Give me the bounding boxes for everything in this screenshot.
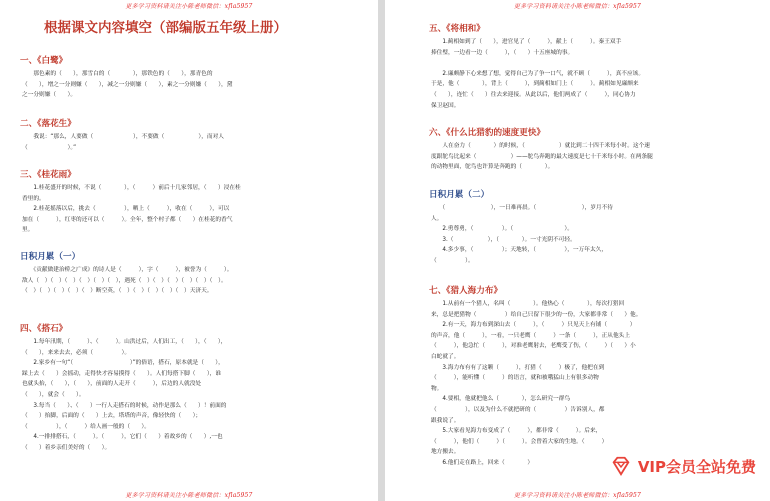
section-body-rijiyuelei-1	[22, 265, 232, 297]
text-line: 2.桂花摇落以后，挑去（ ），晒上（ ），收在（ ），可以	[22, 206, 230, 213]
text-line: 的声音，他（ ），一看，一只老鹰（ ）一条（ ），正从他头上	[431, 332, 631, 339]
text-line: 那色素的（ ），那雪白的（ ），那铁色的（ ），那青色的	[22, 71, 213, 77]
text-line: 跟我说了。	[431, 417, 460, 424]
text-line: 白蛇就了。	[431, 353, 460, 360]
section-heading-rijiyuelei-1: 日积月累（一）	[20, 252, 81, 262]
text-line: （ ），一日难再晨。（ ），岁月不待	[431, 205, 613, 211]
section-heading-hailibu: 七、《猎人海力布》	[429, 286, 503, 296]
text-line: 《贡献做建治桥之广成》的诗人是（ ），字（ ），被誉为（ ）。	[22, 267, 233, 273]
section-heading-bailu: 一、《白鹭》	[20, 56, 68, 66]
text-line: （ ），能听懂（ ）的语言，就和被哦猛山上有很多动物	[431, 375, 599, 382]
text-line: 6.他们走在路上，回来（ ）	[431, 459, 534, 466]
text-line: 地方搬去。	[431, 449, 460, 456]
text-line: 3.海力布有有了这颗（ ），打猎（ ）极了，他把在到	[431, 364, 605, 371]
text-line: 香里的。	[22, 195, 45, 202]
section-body-jiangxianghe	[431, 37, 644, 111]
text-line: （ ）（ ）（ ）（ ）（ ）断空英，（ ）（ ）（ ）（ ）（ ）天济天。	[22, 288, 213, 295]
text-line: 人在奋力（ ）的时候，（ ）就比到二十四千米每小时。这个速	[431, 143, 650, 149]
document-title: 根据课文内容填空（部编版五年级上册）	[44, 20, 287, 36]
text-line: 人。	[431, 215, 443, 222]
text-line: 4.一排排搭石，（ ）。（ ），它们（ ）着故乡的（ ）,一也	[22, 434, 223, 441]
text-line: 的动物里面，鸵鸟也许算是奔跑的（ ）。	[431, 164, 554, 171]
text-line: 3.每当（ ）、（ ）一行人走搭石的时候，动作是那么（ ）！前面的	[22, 402, 227, 409]
left-page	[0, 0, 378, 501]
vip-badge-label: VIP会员全站免费	[637, 457, 756, 476]
text-line: 之一分则嫌（ ）。	[22, 92, 77, 99]
text-line: （ ）。”	[22, 144, 77, 151]
text-line: 也就头抬，（ ），（ ），前面的人走开（ ），后边的人就没处	[22, 381, 202, 388]
text-line: 捧住璧，一边看一边（ ），（ ）十五座城的事。	[431, 49, 574, 56]
section-body-liebao	[431, 141, 653, 173]
text-line: 物。	[431, 385, 443, 392]
watermark-top: 更多学习资料请关注小陈老师微信：xfla5957	[125, 3, 253, 10]
section-heading-luohuasheng: 二、《落花生》	[20, 119, 76, 129]
text-line: （ ），连忙（ ）往去来迎接。从此以后，他们两成了（ ），同心协力	[431, 91, 636, 98]
section-heading-dashi: 四、《搭石》	[20, 324, 68, 334]
text-line: 我说：“那么，人要做（ ），不要做（ ），而对人	[22, 134, 224, 140]
text-line: （ ）抬脚，后面的（ ）上去，塔塔的声音，像轻快的（ ）；	[22, 413, 202, 420]
text-line: 2.廉颇静下心来想了想，觉得自己为了争一口气，就不顾（ ），真不应该。	[431, 70, 645, 77]
text-line: 3.（ ），（ ）。一寸光阴不可轻。	[431, 236, 576, 243]
text-line: 加在（ ），红枣的还可以（ ）。全年，整个村子都（ ）在桂花的香气	[22, 216, 233, 223]
text-line: 5.大家看见海力布变成了（ ），都非常（ ）。后来，	[431, 428, 602, 435]
section-heading-rijiyuelei-2: 日积月累（二）	[429, 190, 490, 200]
section-body-luohuasheng	[22, 132, 224, 153]
text-line	[431, 58, 644, 69]
text-line: （ ），他们（ ）（ ）。会曾着大家的生地。（ ）	[431, 438, 608, 445]
text-line: （ ），来来去去，必须（ ）。	[22, 349, 131, 356]
diamond-icon	[610, 455, 632, 477]
watermark-top: 更多学习资料请关注小陈老师微信：xfla5957	[513, 3, 642, 10]
text-line: 2.勇尊勇，（ ）。（ ）。	[431, 226, 573, 233]
text-line: （ ）着乡亲们美好的（ ）。	[22, 444, 111, 451]
section-body-rijiyuelei-2	[431, 203, 613, 267]
section-body-hailibu	[431, 299, 641, 469]
watermark-bottom: 更多学习资料请关注小陈老师微信：xfla5957	[125, 492, 253, 499]
text-line: 敌人（ ）（ ）（ ）（ ）（ ）（ ），遇死（ ）（ ）（ ）（ ）（ ）（ ）。	[22, 277, 227, 284]
text-line: 度跟鸵鸟比起来（ ）——鸵鸟奔跑的最大速度是七十千米每小时。在两条腿	[431, 153, 653, 160]
section-body-guihuayu	[22, 183, 241, 236]
text-line: （ ），他急忙（ ），对准老鹰射去，老鹰受了伤，（ ）（ ）小	[431, 343, 636, 350]
text-line: 里。	[22, 227, 34, 234]
text-line: 于是，他（ ），背上（ ），到蔺相如门上（ ）。蔺相如见廉颇来	[431, 81, 639, 88]
text-line: 踩上去（ ）会摇动，走得快才容易摸得（ ）。人们每搭下脚（ ），谁	[22, 370, 222, 377]
text-line: 2.家乡有一句“（ ）”的俗语，搭石，原本就是（ ），	[22, 360, 224, 367]
text-line: （ ），以及为什么不就把研的（ ）告诉别人，都	[431, 406, 605, 413]
text-line: （ ），就会（ ）。	[22, 391, 85, 398]
text-line: 1.蔺相如到了（ ），进官见了（ ），献上（ ）。秦王双手	[431, 39, 622, 45]
section-heading-guihuayu: 三、《桂花雨》	[20, 170, 76, 180]
text-line: 4.多少事，（ ）；天地转，（ ），一万年太久，	[431, 247, 608, 254]
text-line: 1.从前有一个猎人，名叫（ ）。他热心（ ），每次打猎回	[431, 301, 625, 307]
text-line: （ ）。	[431, 257, 474, 264]
vip-badge[interactable]	[606, 453, 760, 479]
section-heading-liebao: 六、《什么比猎豹的速度更快》	[429, 128, 546, 138]
text-line: 来，总是把猎物（ ）给自己只留下很少的一份，大家都非常（ ）他。	[431, 311, 642, 318]
text-line: 1.每年汛期，（ ）、（ ）。山洪过后，人们出工，（ ），（ ），	[22, 339, 227, 345]
section-body-bailu	[22, 69, 232, 101]
right-page	[385, 0, 770, 501]
text-line: 1.桂花盛开的时候，不说（ ），（ ）前后十几家邻居，（ ）浸在桂	[22, 185, 241, 191]
text-line: 保卫赵国。	[431, 102, 460, 109]
watermark-bottom: 更多学习资料请关注小陈老师微信：xfla5957	[513, 492, 642, 499]
section-heading-jiangxianghe: 五、《将相和》	[429, 24, 485, 34]
text-line: （ ），（ ）给人画一般的（ ）。	[22, 423, 150, 430]
text-line: （ ），增之一分则嫌（ ），减之一分则嫌（ ），素之一分则嫌（ ），黛	[22, 81, 233, 88]
text-line: 2.有一天，海力布到深山去（ ），（ ）只见天上有铺（ ）	[431, 322, 636, 329]
text-line: 4.要相，他就把他么（ ），怎么研究一群鸟	[431, 396, 571, 403]
section-body-dashi	[22, 337, 226, 454]
